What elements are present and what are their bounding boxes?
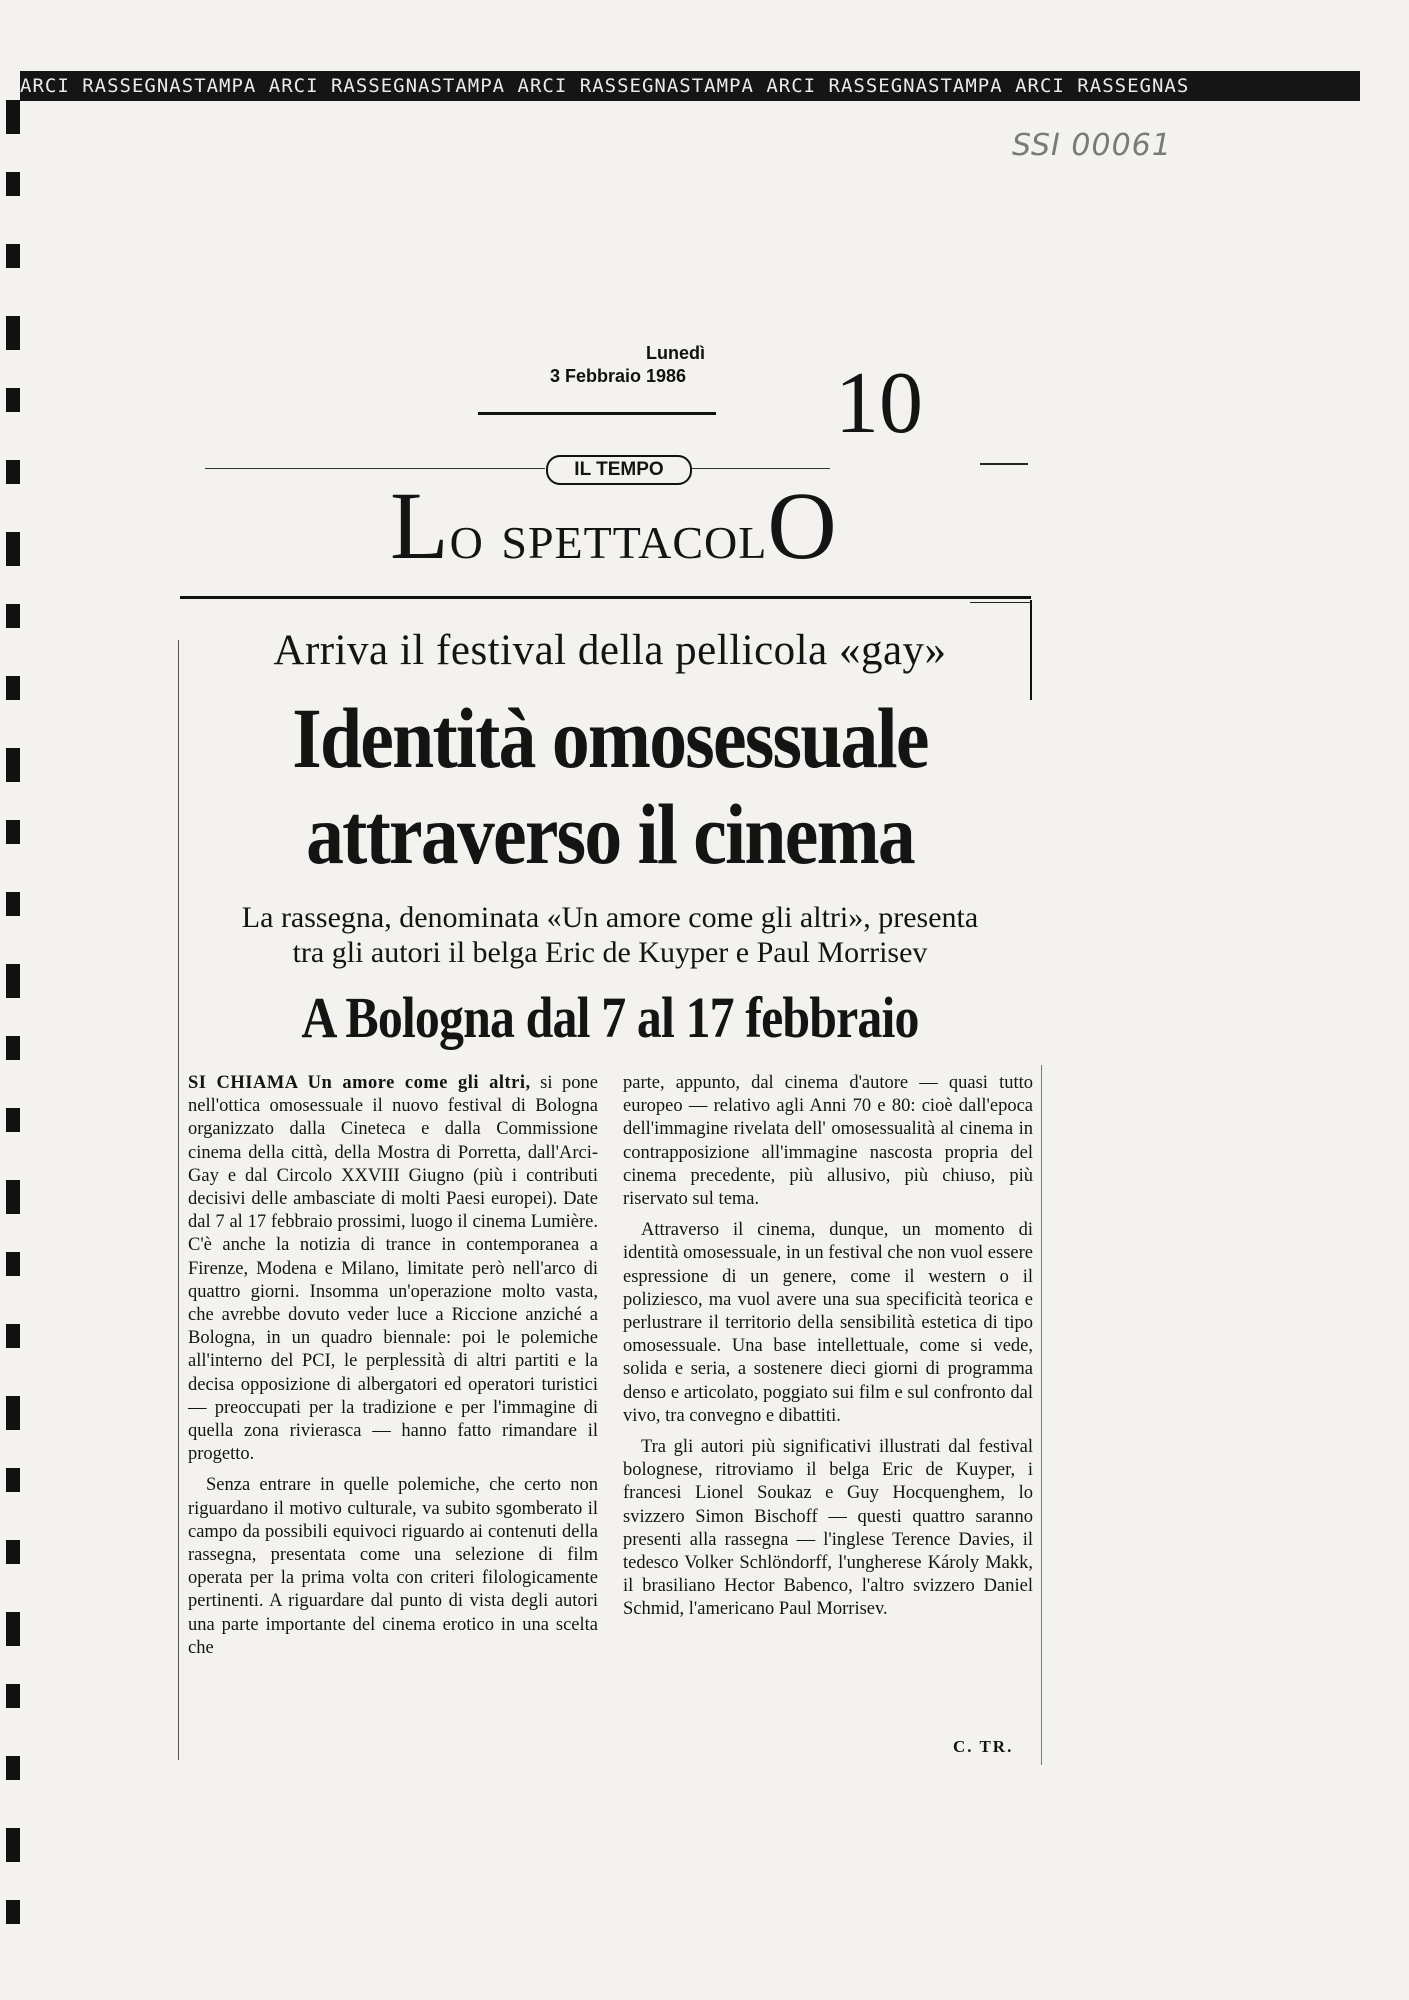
paragraph: Attraverso il cinema, dunque, un momento di identità omosessuale, in un festival che non vuol essere espressione di un genere, come il western o il poliziesco, ma vuol avere una sua specificità teorica e perlustrare il territorio della sensibilità estetica di tipo omosessuale. Una base intellettuale, come si vede, solida e seria, a sostenere dieci giorni di programma denso e articolato, poggiato sui film e sul confronto dal vivo, tra convegno e dibattiti. — [623, 1220, 1033, 1426]
dateline-date: 3 Febbraio 1986 — [550, 366, 687, 386]
masthead-rule-left — [205, 468, 545, 469]
binder-hole — [6, 1684, 20, 1708]
section-rule-secondary — [970, 602, 1030, 603]
article-column-left — [188, 1072, 598, 1668]
headline-line-2: attraverso il cinema — [306, 786, 914, 882]
binder-hole — [6, 100, 20, 134]
binder-hole — [6, 1540, 20, 1564]
paragraph-lead: SI CHIAMA Un amore come gli altri, — [188, 1073, 531, 1093]
section-title-middle: o spettacol — [449, 500, 768, 573]
binder-hole — [6, 1612, 20, 1646]
binder-hole — [6, 1252, 20, 1276]
binder-hole — [6, 964, 20, 998]
article-border-left — [178, 640, 179, 1760]
binder-hole — [6, 820, 20, 844]
article-byline: C. TR. — [953, 1737, 1014, 1756]
binder-hole — [6, 1180, 20, 1214]
page-number: 10 — [835, 355, 923, 452]
article-kicker: Arriva il festival della pellicola «gay» — [273, 627, 947, 674]
binder-hole — [6, 388, 20, 412]
dateline-day: Lunedì — [646, 343, 705, 363]
paragraph: Senza entrare in quelle polemiche, che certo non riguardano il motivo culturale, va subito sgomberato il campo da possibili equivoci riguardo ai contenuti della rassegna, presentata come una selezione di film operata per la prima volta con criteri filologicamente pertinenti. A riguardare dal punto di vista degli autori una parte importante del cinema erotico in una scelta che — [188, 1475, 598, 1658]
banner-text: ARCI RASSEGNASTAMPA ARCI RASSEGNASTAMPA ARCI RASSEGNASTAMPA ARCI RASSEGNASTAMPA ARCI RASSEGNAS — [20, 75, 1190, 97]
archive-code: SSI 00061 — [1012, 128, 1172, 163]
page-number-rule — [980, 463, 1028, 465]
binder-hole — [6, 532, 20, 566]
binder-hole — [6, 748, 20, 782]
binder-hole — [6, 316, 20, 350]
binder-hole — [6, 1468, 20, 1492]
article-border-right — [1041, 1065, 1042, 1765]
paragraph — [188, 1072, 598, 1466]
section-title-first: L — [390, 472, 450, 579]
binder-hole — [6, 1324, 20, 1348]
subhead-line-1: La rassegna, denominata «Un amore come gli altri», presenta — [241, 901, 979, 934]
binder-hole — [6, 1756, 20, 1780]
masthead-rule-right — [690, 468, 830, 469]
binder-hole — [6, 1900, 20, 1924]
article-secondary-headline: A Bologna dal 7 al 17 febbraio — [301, 985, 919, 1050]
binder-hole — [6, 1036, 20, 1060]
article-subhead — [180, 900, 1040, 970]
binder-hole — [6, 1828, 20, 1862]
press-review-banner — [20, 71, 1360, 101]
binder-hole — [6, 604, 20, 628]
binder-hole — [6, 676, 20, 700]
binder-hole — [6, 172, 20, 196]
binder-margin — [0, 0, 26, 2000]
binder-hole — [6, 1108, 20, 1132]
section-title-last: O — [767, 472, 838, 579]
section-title — [390, 472, 838, 579]
article-column-right — [623, 1072, 1033, 1630]
dateline-rule — [478, 412, 716, 415]
paragraph: Tra gli autori più significativi illustrati dal festival bolognese, ritroviamo il belga Eric de Kuyper, i francesi Lionel Soukaz e Guy Hocquenghem, lo svizzero Simon Bischoff — questi quattro saranno presenti alla rassegna — l'inglese Terence Davies, il tedesco Volker Schlöndorff, l'ungherese Károly Makk, il brasiliano Hector Babenco, l'altro svizzero Daniel Schmid, l'americano Paul Morrisev. — [623, 1437, 1033, 1620]
headline-line-1: Identità omosessuale — [292, 690, 928, 786]
binder-hole — [6, 892, 20, 916]
subhead-line-2: tra gli autori il belga Eric de Kuyper e Paul Morrisev — [292, 936, 928, 969]
article-headline — [232, 690, 989, 882]
paragraph-text: si pone nell'ottica omosessuale il nuovo festival di Bologna organizzato dalla Cineteca e dalla Commissione cinema della città, della Mostra di Porretta, dall'Arci-Gay e dal Circolo XXVIII Giugno (più i contributi decisivi delle ambasciate di molti Paesi europei). Date dal 7 al 17 febbraio prossimi, luogo il cinema Lumière. C'è anche la notizia di trance in contemporanea a Firenze, Modena e Milano, limitate però nell'arco di quattro giorni. Insomma un'operazione molto vasta, che avrebbe dovuto veder luce a Riccione anziché a Bologna, in un quadro biennale: poi le polemiche all'interno del PCI, le perplessità di altri partiti e la decisa opposizione di albergatori ed operatori turistici — preoccupati per la tradizione e per l'immagine di quella zona rivierasca — hanno fatto rimandare il progetto. — [188, 1073, 598, 1465]
section-rule — [180, 596, 1031, 599]
binder-hole — [6, 1396, 20, 1430]
newspaper-name: IL TEMPO — [546, 455, 692, 485]
binder-hole — [6, 244, 20, 268]
binder-hole — [6, 460, 20, 484]
paragraph: parte, appunto, dal cinema d'autore — quasi tutto europeo — relativo agli Anni 70 e 80: cioè dall'epoca dell'immagine rivelata dell' omosessualità al cinema in contrapposizione all'immagine nascosta propria del cinema precedente, più allusivo, più chiuso, più riservato sul tema. — [623, 1073, 1033, 1210]
